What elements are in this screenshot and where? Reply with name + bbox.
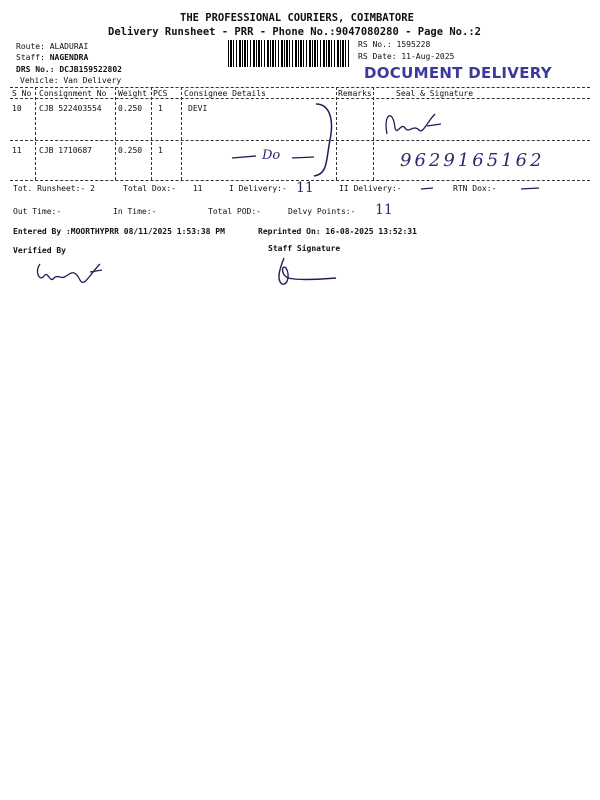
header-weight: Weight: [118, 89, 147, 98]
vehicle-row: [20, 76, 121, 85]
route-row: [16, 42, 88, 51]
vehicle-label: Vehicle:: [20, 76, 59, 85]
table-top-border: [10, 87, 590, 88]
col-divider: [151, 87, 152, 180]
vehicle-value: Van Delivery: [63, 76, 122, 85]
total-dox-value: 11: [192, 184, 203, 193]
ii-delivery-dash: [420, 184, 434, 192]
document-delivery-stamp: DOCUMENT DELIVERY: [364, 64, 552, 82]
header-sno: S No: [12, 89, 32, 98]
row-1-consignment: CJB 522403554: [39, 104, 102, 113]
staff-value: NAGENDRA: [49, 53, 89, 62]
row-divider: [10, 140, 590, 141]
row-1-consignee: DEVI: [188, 104, 208, 113]
row-1-weight: 0.250: [118, 104, 143, 113]
total-dox: [123, 184, 202, 193]
row-2-weight: 0.250: [118, 146, 143, 155]
col-divider: [373, 87, 374, 180]
col-divider: [35, 87, 36, 180]
staff-row: [16, 53, 88, 62]
handwritten-mark: Do: [262, 148, 281, 163]
table-header-border: [10, 98, 590, 99]
verified-by-label: Verified By: [13, 246, 66, 255]
header-remarks: Remarks: [338, 89, 372, 98]
route-label: Route:: [16, 42, 45, 51]
tot-runsheet: [13, 184, 95, 193]
seal-signature-scribble: [375, 104, 455, 144]
rs-date-label: RS Date:: [358, 52, 397, 61]
staff-label: Staff:: [16, 53, 45, 62]
rtn-dox-label: RTN Dox:-: [453, 184, 497, 193]
in-time-label: In Time:-: [113, 207, 157, 216]
reprinted-on: Reprinted On: 16-08-2025 13:52:31: [258, 227, 417, 236]
drs-label: DRS No.:: [16, 65, 55, 74]
row-2-consignment: CJB 1710687: [39, 146, 92, 155]
delvy-points-handwritten: 11: [375, 202, 393, 218]
row-2-sno: 11: [12, 146, 22, 155]
out-time-label: Out Time:-: [13, 207, 62, 216]
header-consignee-details: Consignee Details: [184, 89, 266, 98]
rs-no-row: [358, 40, 430, 49]
total-dox-label: Total Dox:-: [123, 184, 176, 193]
barcode-image: [228, 40, 350, 67]
rtn-dox-dash: [520, 184, 540, 192]
handwritten-phone: 9629165162: [400, 150, 545, 171]
total-pod-label: Total POD:-: [208, 207, 261, 216]
handwritten-bracket: [310, 100, 340, 180]
i-delivery-handwritten: 11: [296, 180, 314, 196]
row-2-pcs: 1: [158, 146, 163, 155]
drs-row: [16, 65, 122, 74]
col-divider: [181, 87, 182, 180]
company-name: THE PROFESSIONAL COURIERS, COIMBATORE: [180, 12, 414, 24]
rs-no-label: RS No.:: [358, 40, 392, 49]
header-consignment-no: Consignment No: [39, 89, 107, 98]
col-divider: [115, 87, 116, 180]
ii-delivery-label: II Delivery:-: [339, 184, 402, 193]
delvy-points-label: Delvy Points:-: [288, 207, 356, 216]
row-1-sno: 10: [12, 104, 22, 113]
tot-runsheet-label: Tot. Runsheet:-: [13, 184, 86, 193]
staff-signature-label: Staff Signature: [268, 244, 341, 253]
drs-value: DCJB159522802: [59, 65, 122, 74]
runsheet-title: Delivery Runsheet - PRR - Phone No.:9047080280 - Page No.:2: [108, 26, 481, 38]
i-delivery-label: I Delivery:-: [229, 184, 287, 193]
tot-runsheet-value: 2: [90, 184, 95, 193]
entered-by: Entered By :MOORTHYPRR 08/11/2025 1:53:38 PM: [13, 227, 225, 236]
verified-by-signature: [30, 254, 110, 290]
rs-date-value: 11-Aug-2025: [401, 52, 455, 61]
route-value: ALADURAI: [49, 42, 89, 51]
row-1-pcs: 1: [158, 104, 163, 113]
header-seal-signature: Seal & Signature: [396, 89, 474, 98]
rs-no-value: 1595228: [396, 40, 431, 49]
staff-signature-scribble: [272, 254, 342, 288]
rs-date-row: [358, 52, 454, 61]
header-pcs: PCS: [153, 89, 168, 98]
